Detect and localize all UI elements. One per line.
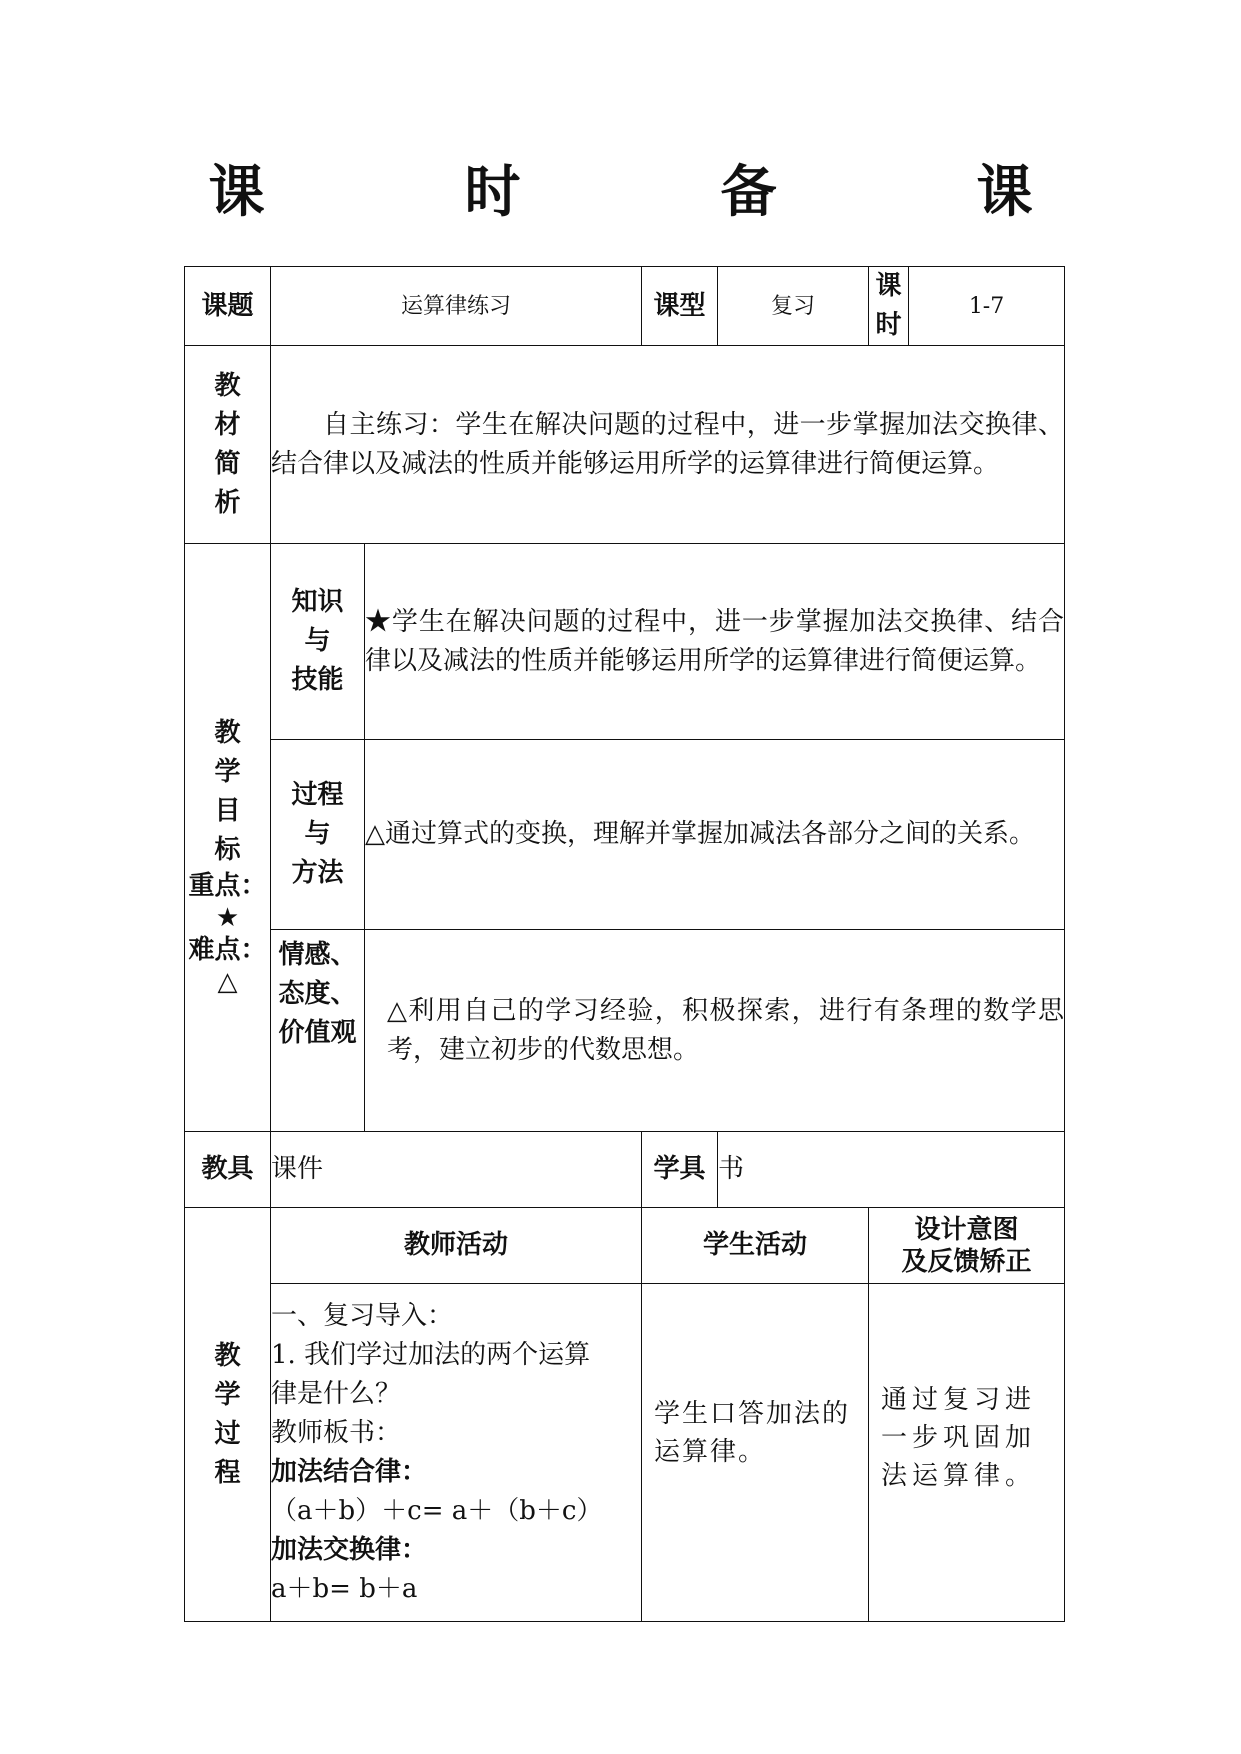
label-line: 态度、 bbox=[278, 979, 357, 1009]
objective-text-knowledge: ★学生在解决问题的过程中，进一步掌握加法交换律、结合律以及减法的性质并能够运用所学的运算律进行简便运算。 bbox=[365, 544, 1065, 740]
teacher-line: 一、复习导入： bbox=[271, 1300, 454, 1331]
difficult-point-label: 难点： bbox=[188, 934, 267, 965]
key-point-label: 重点： bbox=[188, 870, 267, 901]
student-tools-value: 书 bbox=[718, 1132, 1065, 1208]
teacher-line: 教师板书： bbox=[271, 1417, 402, 1448]
student-tools-label: 学具 bbox=[642, 1132, 718, 1208]
type-label: 课型 bbox=[642, 267, 718, 346]
label-line: 方法 bbox=[291, 858, 344, 888]
objective-label-process bbox=[271, 740, 365, 930]
key-point-symbol: ★ bbox=[215, 902, 240, 933]
teacher-line: 1. 我们学过加法的两个运算 bbox=[271, 1339, 591, 1370]
difficult-point-symbol: △ bbox=[217, 966, 238, 997]
teacher-activity-content bbox=[271, 1284, 642, 1622]
label-line: 价值观 bbox=[278, 1018, 357, 1048]
col-design-line: 设计意图 bbox=[914, 1214, 1019, 1245]
objective-row-knowledge bbox=[185, 544, 1065, 740]
period-label: 课时 bbox=[869, 267, 909, 346]
process-label-char: 教 bbox=[214, 1340, 241, 1371]
process-content-row bbox=[185, 1284, 1065, 1622]
objective-text-process: △通过算式的变换，理解并掌握加减法各部分之间的关系。 bbox=[365, 740, 1065, 930]
topic-value: 运算律练习 bbox=[271, 267, 642, 346]
objectives-label bbox=[185, 544, 271, 1132]
objectives-label-char: 学 bbox=[214, 756, 241, 787]
teacher-line: a＋b= b＋a bbox=[271, 1573, 418, 1604]
objective-row-process bbox=[185, 740, 1065, 930]
lesson-plan-table bbox=[184, 266, 1065, 1622]
design-intent-content: 通过复习进一步巩固加法运算律。 bbox=[869, 1284, 1065, 1622]
teacher-tools-label: 教具 bbox=[185, 1132, 271, 1208]
objective-row-emotion bbox=[185, 930, 1065, 1132]
col-design-intent bbox=[869, 1208, 1065, 1284]
student-activity-content: 学生口答加法的运算律。 bbox=[642, 1284, 869, 1622]
topic-label: 课题 bbox=[185, 267, 271, 346]
objectives-label-char: 标 bbox=[214, 834, 241, 865]
label-line: 与 bbox=[304, 626, 331, 656]
page-title: 课 时 备 课 bbox=[208, 159, 1105, 225]
teacher-line-bold: 加法结合律： bbox=[271, 1456, 428, 1487]
analysis-label-char: 教材简析 bbox=[214, 370, 241, 518]
teacher-line: （a＋b）＋c= a＋（b＋c） bbox=[271, 1495, 603, 1526]
process-header-row bbox=[185, 1208, 1065, 1284]
period-value: 1-7 bbox=[909, 267, 1065, 346]
process-label-char: 程 bbox=[214, 1457, 241, 1488]
objective-label-emotion bbox=[271, 930, 365, 1132]
label-line: 技能 bbox=[291, 665, 344, 695]
label-line: 情感、 bbox=[278, 940, 357, 970]
col-design-line: 及反馈矫正 bbox=[901, 1246, 1032, 1277]
header-row bbox=[185, 267, 1065, 346]
objective-label-knowledge bbox=[271, 544, 365, 740]
tools-row bbox=[185, 1132, 1065, 1208]
col-teacher-activity: 教师活动 bbox=[271, 1208, 642, 1284]
analysis-row bbox=[185, 346, 1065, 544]
teacher-tools-value: 课件 bbox=[271, 1132, 642, 1208]
teacher-line: 律是什么？ bbox=[271, 1378, 402, 1409]
label-line: 与 bbox=[304, 819, 331, 849]
analysis-text: 自主练习：学生在解决问题的过程中，进一步掌握加法交换律、结合律以及减法的性质并能够运用所学的运算律进行简便运算。 bbox=[271, 346, 1065, 544]
label-line: 过程 bbox=[291, 780, 344, 810]
objectives-label-char: 教 bbox=[214, 717, 241, 748]
col-student-activity: 学生活动 bbox=[642, 1208, 869, 1284]
label-line: 知识 bbox=[291, 587, 344, 617]
objectives-label-char: 目 bbox=[214, 795, 241, 826]
process-label bbox=[185, 1208, 271, 1622]
process-label-char: 学 bbox=[214, 1379, 241, 1410]
type-value: 复习 bbox=[718, 267, 869, 346]
teacher-line-bold: 加法交换律： bbox=[271, 1534, 428, 1565]
objective-text-emotion: △利用自己的学习经验，积极探索，进行有条理的数学思考，建立初步的代数思想。 bbox=[365, 930, 1065, 1132]
process-label-char: 过 bbox=[214, 1418, 241, 1449]
analysis-label bbox=[185, 346, 271, 544]
